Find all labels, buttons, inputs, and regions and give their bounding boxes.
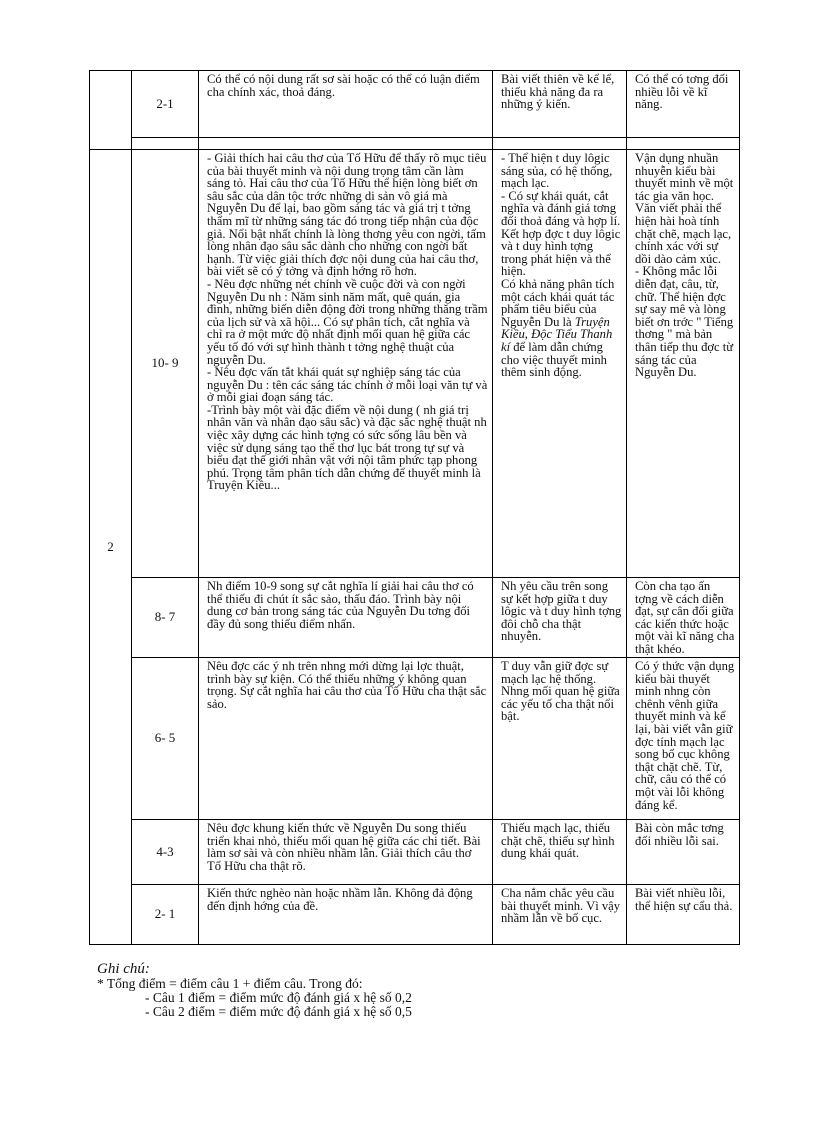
- score-cell: 8- 7: [132, 578, 199, 658]
- content-text: - Giải thích hai câu thơ của Tố Hữu để thấy rõ mục tiêu của bài thuyết minh và nội dung trọng tâm cần làm sáng tỏ. Hai câu thơ của Tố Hữu thể hiện lòng biết ơn sâu sắc của dân tộc trớc những di sản vô giá mà Nguyễn Du để lại, bao gồm sáng tác và giá trị t tởng thẩm mĩ từ những sáng tác đó trong tiếp nhận của độc giả. Nổi bật nhất chính là lòng thơng yêu con ngời, tấm lòng nhân đạo sâu sắc dành cho những con ngời bất hạnh. Từ việc giải thích đợc nội dung của hai câu thơ, bài viết sẽ có ý tởng và định hớng rõ hơn. - Nêu đợc những nét chính về cuộc đời và con ngời Nguyễn Du nh : Năm sinh năm mất, quê quán, gia đình, những biến diễn động đời trong những thăng trầm của lịch sử và xã hội... Có sự phân tích, cắt nghĩa và chỉ ra ở một mức độ nhất định mối quan hệ giữa các yếu tố đó với sự hình thành t tởng nghệ thuật của nguyễn Du. - Nêu đợc vấn tắt khái quát sự nghiệp sáng tác của nguyễn Du : tên các sáng tác chính ở mỗi loại văn tự và ở mỗi giai đoạn sáng tác. -Trình bày một vài đặc điểm về nội dung ( nh giá trị nhân văn và nhân đạo sâu sắc) và đặc sắc nghệ thuật nh việc xây dựng các hình tợng có sức sống lâu bền và việc sử dụng sáng tạo thể thơ lục bát trong tự sự và biểu đạt thế giới nhân vật với nội tâm phức tạp phong phú. Trọng tâm phân tích dẫn chứng để thuyết minh là Truyện Kiều...: [207, 151, 488, 493]
- spacer-row: [90, 138, 740, 150]
- content-text: Có thể có nội dung rất sơ sài hoặc có thể có luận điểm cha chính xác, thoả đáng.: [207, 72, 480, 99]
- method-text: Thiếu mạch lạc, thiếu chặt chẽ, thiếu sự hình dung khái quát.: [501, 821, 615, 861]
- content-cell: [199, 578, 493, 658]
- expression-cell: [627, 71, 740, 138]
- score-cell: 4-3: [132, 820, 199, 885]
- expression-text: Bài còn mắc tơng đối nhiều lỗi sai.: [635, 821, 724, 848]
- content-text: Nêu đợc các ý nh trên nhng mới dừng lại lợc thuật, trình bày sự kiện. Có thể thiếu những ý không quan trọng. Sự cắt nghĩa hai câu thơ của Tố Hữu cha thật sắc sảo.: [207, 659, 487, 711]
- content-text: Nêu đợc khung kiến thức về Nguyễn Du song thiếu triển khai nhỏ, thiếu mối quan hệ giữa các chi tiết. Bài làm sơ sài và còn nhiều nhầm lẫn. Giải thích câu thơ Tố Hữu cha thật rõ.: [207, 821, 481, 873]
- content-text: Nh điểm 10-9 song sự cắt nghĩa lí giải hai câu thơ có thể thiếu đi chút ít sắc sảo, thấu đáo. Trình bày nội dung cơ bản trong sáng tác của Nguyễn Du tơng đối đầy đủ song thiếu điểm nhấn.: [207, 579, 474, 631]
- question-number: 2: [90, 150, 132, 945]
- method-text: Bài viết thiên về kể lể, thiếu khả năng đa ra những ý kiến.: [501, 72, 615, 112]
- score-cell: 10- 9: [132, 150, 199, 578]
- expression-text: Có ý thức vận dụng kiểu bài thuyết minh nhng còn chênh vênh giữa thuyết minh và kể lại, bài viết vẫn giữ đợc tính mạch lạc song bố cục không thật chặt chẽ. Từ, chữ, câu có thể có một vài lỗi không đáng kể.: [635, 659, 735, 812]
- expression-text: Còn cha tạo ấn tợng về cách diễn đạt, sự cân đối giữa các kiến thức hoặc một vài kĩ năng cha thật khéo.: [635, 579, 735, 656]
- expression-text: Bài viết nhiều lỗi, thể hiện sự cẩu thả.: [635, 886, 733, 913]
- content-cell: [199, 150, 493, 578]
- table-row: [90, 71, 740, 138]
- table-row: [90, 578, 740, 658]
- method-cell: [493, 658, 627, 820]
- method-cell: [493, 150, 627, 578]
- content-cell: [199, 820, 493, 885]
- notes-title: Ghi chú:: [97, 961, 150, 977]
- expression-cell: [627, 658, 740, 820]
- expression-cell: [627, 820, 740, 885]
- notes-line: * Tổng điểm = điểm câu 1 + điểm câu. Trong đó:: [97, 976, 363, 991]
- content-cell: [199, 658, 493, 820]
- expression-text: Có thể có tơng đối nhiều lỗi về kĩ năng.: [635, 72, 729, 112]
- method-text: Cha nắm chắc yêu cầu bài thuyết minh. Vì vậy nhầm lẫn về bố cục.: [501, 886, 621, 926]
- method-cell: [493, 820, 627, 885]
- table-row: [90, 658, 740, 820]
- table-row: [90, 820, 740, 885]
- notes-line: - Câu 2 điểm = điểm mức độ đánh giá x hệ số 0,5: [145, 1004, 412, 1019]
- method-cell: [493, 578, 627, 658]
- grading-table: [89, 70, 740, 945]
- notes-section: [97, 962, 412, 1019]
- table-row: [90, 885, 740, 945]
- expression-cell: [627, 150, 740, 578]
- content-text: Kiến thức nghèo nàn hoặc nhầm lẫn. Không đả động đến định hớng của đề.: [207, 886, 473, 913]
- content-cell: [199, 71, 493, 138]
- score-cell: 2- 1: [132, 885, 199, 945]
- expression-cell: [627, 885, 740, 945]
- method-cell: [493, 71, 627, 138]
- expression-cell: [627, 578, 740, 658]
- notes-line: - Câu 1 điểm = điểm mức độ đánh giá x hệ số 0,2: [145, 990, 412, 1005]
- method-text: - Thể hiện t duy lôgic sáng sủa, có hệ thống, mạch lạc. - Có sự khái quát, cắt nghĩa và đánh giá tơng đối thoả đáng và hợp lí. Kết hợp đợc t duy lôgic và t duy hình tợng trong phát hiện và thể hiện. Có khả năng phân tích một cách khái quát tác phẩm tiêu biểu của Nguyễn Du là Truyện Kiều, Độc Tiểu Thanh kí để làm dẫn chứng cho việc thuyết minh thêm sinh động.: [501, 151, 621, 380]
- content-cell: [199, 885, 493, 945]
- score-cell: 6- 5: [132, 658, 199, 820]
- method-cell: [493, 885, 627, 945]
- score-cell: 2-1: [132, 71, 199, 138]
- question-cell: [90, 71, 132, 150]
- method-text: T duy vẫn giữ đợc sự mạch lạc hệ thống. Nhng mối quan hệ giữa các yếu tố cha thật nổi bật.: [501, 659, 620, 724]
- expression-text: Vận dụng nhuần nhuyễn kiểu bài thuyết minh về một tác gia văn học. Văn viết phải thể hiện hài hoà tính chặt chẽ, mạch lạc, chính xác với sự dồi dào cảm xúc. - Không mắc lỗi diễn đạt, câu, từ, chữ. Thể hiện đợc sự say mê và lòng biết ơn trớc " Tiếng thơng " mà bản thân tiếp thu đợc từ sáng tác của Nguyễn Du.: [635, 151, 734, 380]
- method-text: Nh yêu cầu trên song sự kết hợp giữa t duy lôgic và t duy hình tợng đôi chỗ cha thật nhuyễn.: [501, 579, 622, 644]
- table-row: [90, 150, 740, 578]
